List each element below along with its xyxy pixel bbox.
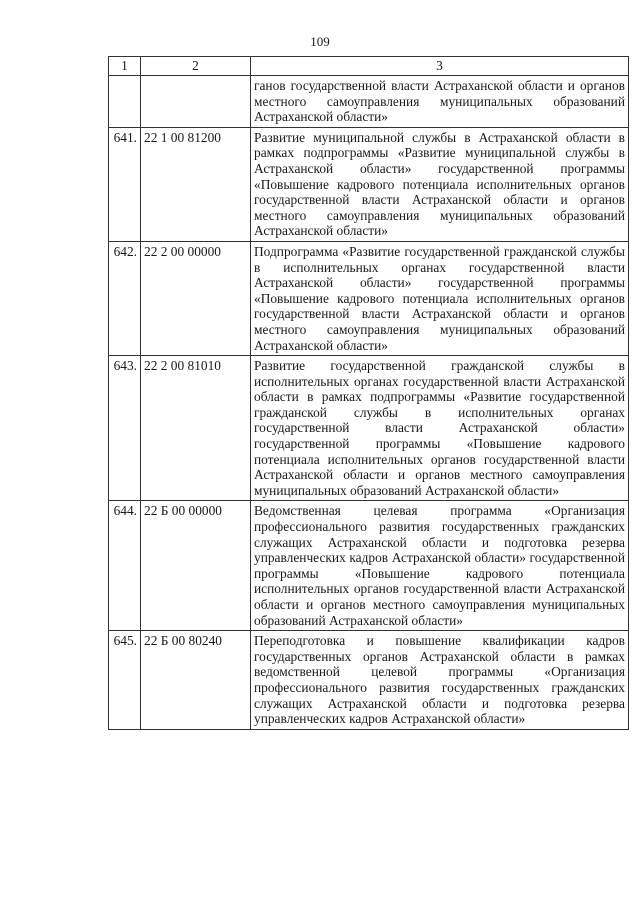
row-number: 645. [109, 631, 141, 730]
row-description: Развитие государственной гражданской службы в исполнительных органах государственной власти Астраханской области в рамках подпрограммы «Развитие государственной гражданской службы в исполнительных органах государственной власти Астраханской области» государственной программы «Повышение кадрового потенциала исполнительных органов государственной власти Астраханской области и органов местного самоуправления муниципальных образований Астраханской области» [251, 356, 629, 501]
continuation-text: ганов государственной власти Астраханской области и органов местного самоуправления муниципальных образований Астраханской области» [251, 76, 629, 128]
row-number: 644. [109, 501, 141, 631]
row-description: Ведомственная целевая программа «Организация профессионального развития государственных гражданских служащих Астраханской области и подготовка резерва управленческих кадров Астраханской области» государственной программы «Повышение кадрового потенциала исполнительных органов государственной власти Астраханской области и органов местного самоуправления муниципальных образований Астраханской области» [251, 501, 629, 631]
row-description: Подпрограмма «Развитие государственной гражданской службы в исполнительных органах государственной власти Астраханской области» государственной программы «Повышение кадрового потенциала исполнительных органов государственной власти Астраханской области и органов местного самоуправления муниципальных образований Астраханской области» [251, 241, 629, 355]
table-row [109, 241, 629, 355]
column-header-2: 2 [141, 57, 251, 76]
row-code: 22 1 00 81200 [141, 127, 251, 241]
column-header-row [109, 57, 629, 76]
continuation-code-cell [141, 76, 251, 128]
table-row [109, 127, 629, 241]
row-number: 643. [109, 356, 141, 501]
row-code: 22 Б 00 80240 [141, 631, 251, 730]
table-row [109, 631, 629, 730]
budget-table [108, 56, 629, 730]
column-header-3: 3 [251, 57, 629, 76]
continuation-num-cell [109, 76, 141, 128]
row-number: 641. [109, 127, 141, 241]
column-header-1: 1 [109, 57, 141, 76]
row-code: 22 2 00 00000 [141, 241, 251, 355]
page-number: 109 [310, 34, 330, 49]
row-code: 22 2 00 81010 [141, 356, 251, 501]
row-description: Переподготовка и повышение квалификации кадров государственных органов Астраханской области в рамках ведомственной целевой программы «Организация профессионального развития государственных гражданских служащих Астраханской области и подготовка резерва управленческих кадров Астраханской области» [251, 631, 629, 730]
row-number: 642. [109, 241, 141, 355]
row-description: Развитие муниципальной службы в Астраханской области в рамках подпрограммы «Развитие муниципальной службы в Астраханской области» государственной программы «Повышение кадрового потенциала исполнительных органов государственной власти Астраханской области и органов местного самоуправления муниципальных образований Астраханской области» [251, 127, 629, 241]
table-row [109, 356, 629, 501]
table-row [109, 501, 629, 631]
row-code: 22 Б 00 00000 [141, 501, 251, 631]
continuation-row [109, 76, 629, 128]
